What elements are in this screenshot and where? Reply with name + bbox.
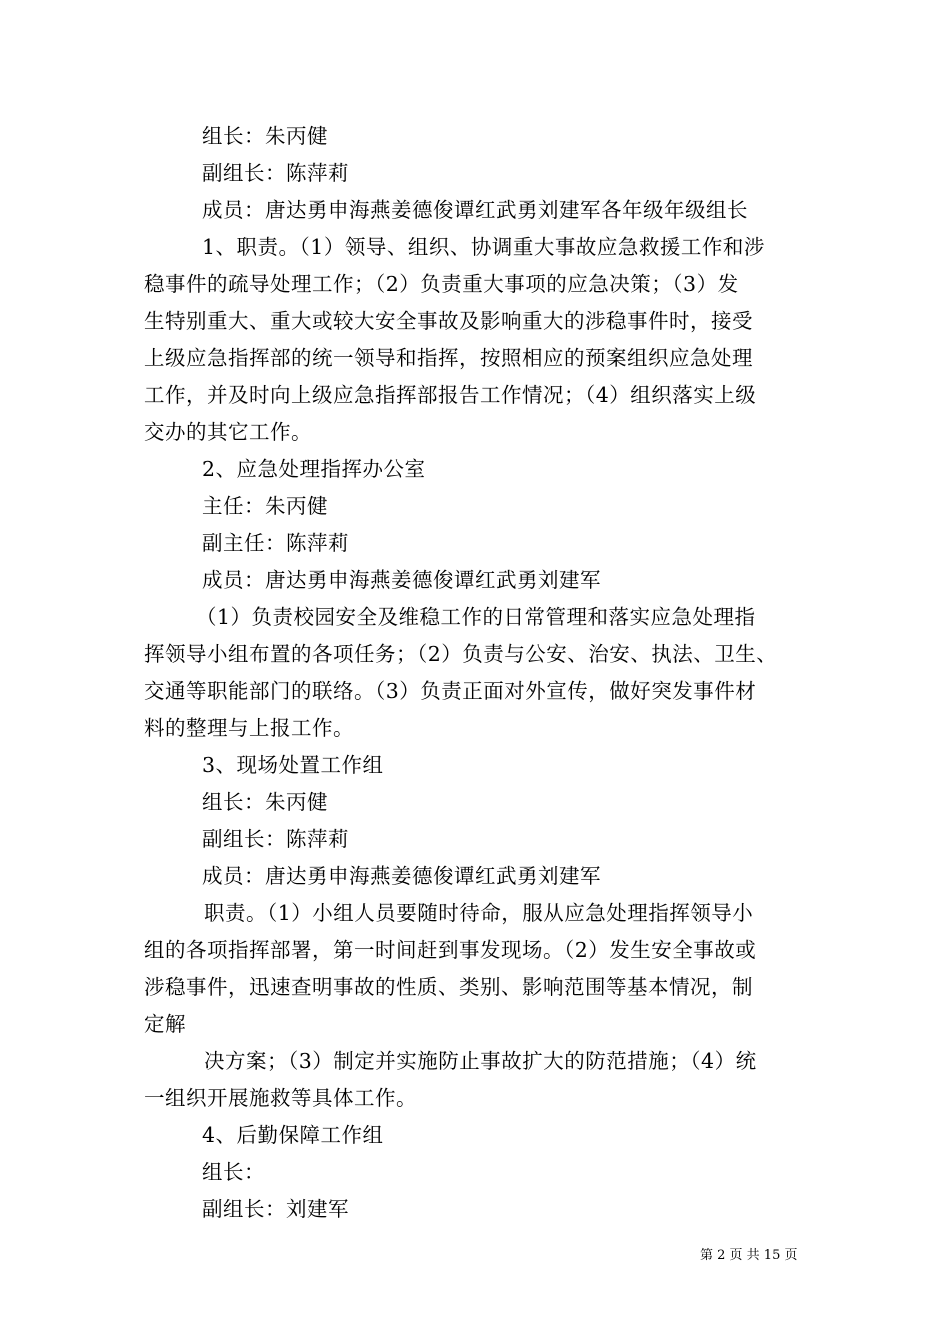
text-line: 4、后勤保障工作组 [202, 1123, 384, 1147]
text-line: （1）负责校园安全及维稳工作的日常管理和落实应急处理指 [196, 605, 756, 629]
text-line: 生特别重大、重大或较大安全事故及影响重大的涉稳事件时，接受 [144, 309, 753, 333]
text-line: 工作，并及时向上级应急指挥部报告工作情况；（4）组织落实上级 [144, 383, 757, 407]
text-line: 成员：唐达勇申海燕姜德俊谭红武勇刘建军 [202, 568, 601, 592]
text-line: 挥领导小组布置的各项任务；（2）负责与公安、治安、执法、卫生、 [144, 642, 778, 666]
text-line: 组的各项指挥部署，第一时间赶到事发现场。（2）发生安全事故或 [144, 938, 757, 962]
text-line: 副组长：刘建军 [202, 1197, 349, 1221]
text-line: 稳事件的疏导处理工作；（2）负责重大事项的应急决策；（3）发 [144, 272, 739, 296]
text-line: 副组长：陈萍莉 [202, 827, 349, 851]
text-line: 成员：唐达勇申海燕姜德俊谭红武勇刘建军各年级年级组长 [202, 198, 748, 222]
text-line: 成员：唐达勇申海燕姜德俊谭红武勇刘建军 [202, 864, 601, 888]
text-line: 定解 [144, 1012, 186, 1036]
page-number: 第 2 页 共 15 页 [700, 1248, 798, 1263]
text-line: 涉稳事件，迅速查明事故的性质、类别、影响范围等基本情况，制 [144, 975, 753, 999]
text-line: 交办的其它工作。 [144, 420, 312, 444]
text-line: 主任：朱丙健 [202, 494, 328, 518]
text-line: 1、职责。（1）领导、组织、协调重大事故应急救援工作和涉 [202, 235, 765, 259]
text-line: 决方案；（3）制定并实施防止事故扩大的防范措施；（4）统 [204, 1049, 757, 1073]
text-line: 副组长：陈萍莉 [202, 161, 349, 185]
text-line: 3、现场处置工作组 [202, 753, 384, 777]
text-line: 一组织开展施救等具体工作。 [144, 1086, 417, 1110]
text-line: 组长：朱丙健 [202, 790, 328, 814]
text-line: 副主任：陈萍莉 [202, 531, 349, 555]
text-line: 料的整理与上报工作。 [144, 716, 354, 740]
text-line: 组长： [202, 1160, 265, 1184]
text-line: 交通等职能部门的联络。（3）负责正面对外宣传，做好突发事件材 [144, 679, 757, 703]
document-body [144, 118, 810, 1228]
text-line: 职责。（1）小组人员要随时待命，服从应急处理指挥领导小 [204, 901, 754, 925]
text-line: 组长：朱丙健 [202, 124, 328, 148]
text-line: 上级应急指挥部的统一领导和指挥，按照相应的预案组织应急处理 [144, 346, 753, 370]
text-line: 2、应急处理指挥办公室 [202, 457, 426, 481]
